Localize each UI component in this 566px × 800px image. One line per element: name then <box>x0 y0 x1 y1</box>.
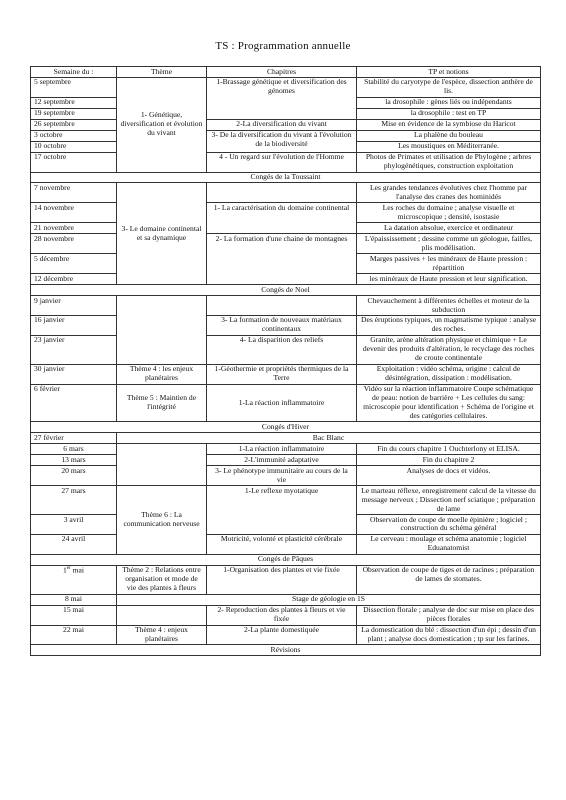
theme-cell: Thème 4 : les enjeux planétaires <box>117 364 207 384</box>
table-row <box>31 486 541 515</box>
table-row <box>31 534 541 554</box>
week-ordinal: er <box>66 566 71 572</box>
tp-cell: les minéraux de Haute pression et leur signification. <box>357 274 541 285</box>
tp-cell: Marges passives + les minéraux de Haute pression : répartition <box>357 254 541 274</box>
table-row <box>31 335 541 364</box>
theme-cell <box>117 605 207 625</box>
week-cell: 24 avril <box>31 534 117 554</box>
table-row <box>31 605 541 625</box>
chapter-cell: 2- Reproduction des plantes à fleurs et vie fixée <box>207 605 357 625</box>
break-row <box>31 422 541 433</box>
table-row <box>31 444 541 455</box>
tp-cell: Les roches du domaine ; analyse visuelle et microscopique ; densité, isostasie <box>357 203 541 223</box>
chapter-cell: 1-La réaction inflammatoire <box>207 444 357 455</box>
week-cell: 23 janvier <box>31 335 117 364</box>
header-theme: Thème <box>117 67 207 78</box>
chapter-cell: 3- La formation de nouveaux matériaux continentaux <box>207 315 357 335</box>
week-cell: 12 décembre <box>31 274 117 285</box>
tp-cell: Photos de Primates et utilisation de Phylogène ; arbres phylogénétiques, construction exploitation <box>357 152 541 172</box>
table-row <box>31 183 541 203</box>
week-cell: 3 avril <box>31 515 117 535</box>
week-cell: 28 novembre <box>31 234 117 254</box>
week-cell <box>31 565 117 594</box>
week-cell: 27 mars <box>31 486 117 515</box>
chapter-cell: 3- De la diversification du vivant à l'évolution de la biodiversité <box>207 130 357 152</box>
theme-cell: 3- Le domaine continental et sa dynamique <box>117 183 207 285</box>
break-toussaint: Congés de la Toussaint <box>31 172 541 183</box>
table-row <box>31 130 541 141</box>
chapter-cell <box>207 183 357 203</box>
tp-cell: Chevauchement à différentes échelles et moteur de la subduction <box>357 296 541 316</box>
week-cell: 22 mai <box>31 625 117 645</box>
chapter-cell: 2-La diversification du vivant <box>207 119 357 130</box>
break-hiver: Congés d'Hiver <box>31 422 541 433</box>
theme-cell: Thème 2 : Relations entre organisation et mode de vie des plantes à fleurs <box>117 565 207 594</box>
header-tp: TP et notions <box>357 67 541 78</box>
table-row <box>31 565 541 594</box>
break-noel: Congés de Noel <box>31 285 541 296</box>
week-cell: 17 octobre <box>31 152 117 172</box>
table-row <box>31 455 541 466</box>
tp-cell: Granite, arène altération physique et chimique + Le devenir des produits d'altération, le recyclage des roches de croute continentale <box>357 335 541 364</box>
week-number: 1 <box>63 565 67 575</box>
tp-cell: L'épaississement ; dessine comme un géologue, failles, plis modélisation. <box>357 234 541 254</box>
chapter-cell: 4- La disparition des reliefs <box>207 335 357 364</box>
table-row <box>31 625 541 645</box>
week-cell: 12 septembre <box>31 97 117 108</box>
chapter-cell <box>207 296 357 316</box>
chapter-cell: 2-La plante domestiquée <box>207 625 357 645</box>
week-cell: 19 septembre <box>31 108 117 119</box>
theme-cell <box>117 296 207 365</box>
tp-cell: la drosophile : test en TP <box>357 108 541 119</box>
week-month: mai <box>70 565 84 575</box>
tp-cell: La phalène du bouleau <box>357 130 541 141</box>
tp-cell: Dissection florale ; analyse de doc sur mise en place des pièces florales <box>357 605 541 625</box>
table-row <box>31 315 541 335</box>
table-row <box>31 433 541 444</box>
chapter-cell: 1-Organisation des plantes et vie fixée <box>207 565 357 594</box>
week-cell: 16 janvier <box>31 315 117 335</box>
table-row <box>31 77 541 97</box>
week-cell: 6 février <box>31 384 117 422</box>
chapter-cell: Motricité, volonté et plasticité cérébrale <box>207 534 357 554</box>
table-row <box>31 234 541 254</box>
stage-cell: Stage de géologie en 1S <box>117 594 541 605</box>
revisions-cell: Révisions <box>31 645 541 656</box>
theme-cell: Thème 5 : Maintien de l'intégrité <box>117 384 207 422</box>
break-row <box>31 554 541 565</box>
programme-table <box>30 66 541 656</box>
chapter-cell: 1-Le reflexe myotatique <box>207 486 357 535</box>
break-row <box>31 172 541 183</box>
week-cell: 6 mars <box>31 444 117 455</box>
tp-cell: Fin du cours chapitre 1 Ouchterlony et ELISA. <box>357 444 541 455</box>
tp-cell: la drosophile : gènes liés ou indépendants <box>357 97 541 108</box>
tp-cell: Les grandes tendances évolutives chez l'homme par l'analyse des cranes des hominidés <box>357 183 541 203</box>
table-row <box>31 466 541 486</box>
break-row <box>31 285 541 296</box>
theme-cell: Thème 4 : enjeux planétaires <box>117 625 207 645</box>
tp-cell: La domestication du blé : dissection d'un épi ; dessin d'un plant ; analyse docs domestication ; tp sur les farines. <box>357 625 541 645</box>
week-cell: 26 septembre <box>31 119 117 130</box>
week-cell: 21 novembre <box>31 223 117 234</box>
tp-cell: Exploitation : vidéo schéma, origine : calcul de désintégration, dissipation : modélisation. <box>357 364 541 384</box>
tp-cell: Observation de coupe de moelle épinière ; logiciel ; construction du schéma général <box>357 515 541 535</box>
chapter-cell: 3- Le phénotype immunitaire au cours de la vie <box>207 466 357 486</box>
table-row <box>31 152 541 172</box>
week-cell: 10 octobre <box>31 141 117 152</box>
week-cell: 15 mai <box>31 605 117 625</box>
tp-cell: Des éruptions typiques, un magmatisme typique : analyse des roches. <box>357 315 541 335</box>
table-row <box>31 203 541 223</box>
week-cell: 8 mai <box>31 594 117 605</box>
tp-cell: Le marteau réflexe, enregistrement calcul de la vitesse du message nerveux ; Dissection nerf sciatique ; préparation de lame <box>357 486 541 515</box>
header-week: Semaine du : <box>31 67 117 78</box>
table-header-row <box>31 67 541 78</box>
table-row <box>31 296 541 316</box>
tp-cell: Les moustiques en Méditerranée. <box>357 141 541 152</box>
page-title: TS : Programmation annuelle <box>215 40 351 52</box>
week-cell: 5 décembre <box>31 254 117 274</box>
header-chapters: Chapitres <box>207 67 357 78</box>
theme-cell: Thème 6 : La communication nerveuse <box>117 486 207 555</box>
tp-cell: La datation absolue, exercice et ordinateur <box>357 223 541 234</box>
week-cell: 9 janvier <box>31 296 117 316</box>
tp-cell: Le cerveau : moulage et schéma anatomie ; logiciel Eduanatomist <box>357 534 541 554</box>
week-cell: 3 octobre <box>31 130 117 141</box>
table-row <box>31 384 541 422</box>
chapter-cell: 4 - Un regard sur l'évolution de l'Homme <box>207 152 357 172</box>
break-paques: Congés de Pâques <box>31 554 541 565</box>
week-cell: 30 janvier <box>31 364 117 384</box>
theme-cell: 1- Génétique, diversification et évolution du vivant <box>117 77 207 172</box>
tp-cell: Fin du chapitre 2 <box>357 455 541 466</box>
tp-cell: Stabilité du caryotype de l'espèce, dissection anthère de lis. <box>357 77 541 97</box>
table-row <box>31 364 541 384</box>
week-cell: 27 février <box>31 433 117 444</box>
week-cell: 7 novembre <box>31 183 117 203</box>
bac-blanc-cell: Bac Blanc <box>117 433 541 444</box>
table-row <box>31 119 541 130</box>
tp-cell: Vidéo sur la réaction inflammatoire Coupe schématique de peau: notion de barrière + Les cellules du sang: microscopie pour identification + Schéma de l'origine et des catégories cellulaires. <box>357 384 541 422</box>
chapter-cell: 2-L'immunité adaptative <box>207 455 357 466</box>
week-cell: 14 novembre <box>31 203 117 223</box>
week-cell: 20 mars <box>31 466 117 486</box>
chapter-cell: 1-Géothermie et propriétés thermiques de la Terre <box>207 364 357 384</box>
table-row <box>31 594 541 605</box>
theme-cell <box>117 444 207 486</box>
chapter-cell: 2- La formation d'une chaine de montagnes <box>207 234 357 285</box>
tp-cell: Observation de coupe de tiges et de racines ; préparation de lames de stomates. <box>357 565 541 594</box>
tp-cell: Mise en évidence de la symbiose du Haricot <box>357 119 541 130</box>
tp-cell: Analyses de docs et vidéos. <box>357 466 541 486</box>
chapter-cell: 1-La réaction inflammatoire <box>207 384 357 422</box>
chapter-cell: 1-Brassage génétique et diversification des génomes <box>207 77 357 119</box>
break-row <box>31 645 541 656</box>
week-cell: 13 mars <box>31 455 117 466</box>
chapter-cell: 1- La caractérisation du domaine continental <box>207 203 357 234</box>
week-cell: 5 septembre <box>31 77 117 97</box>
